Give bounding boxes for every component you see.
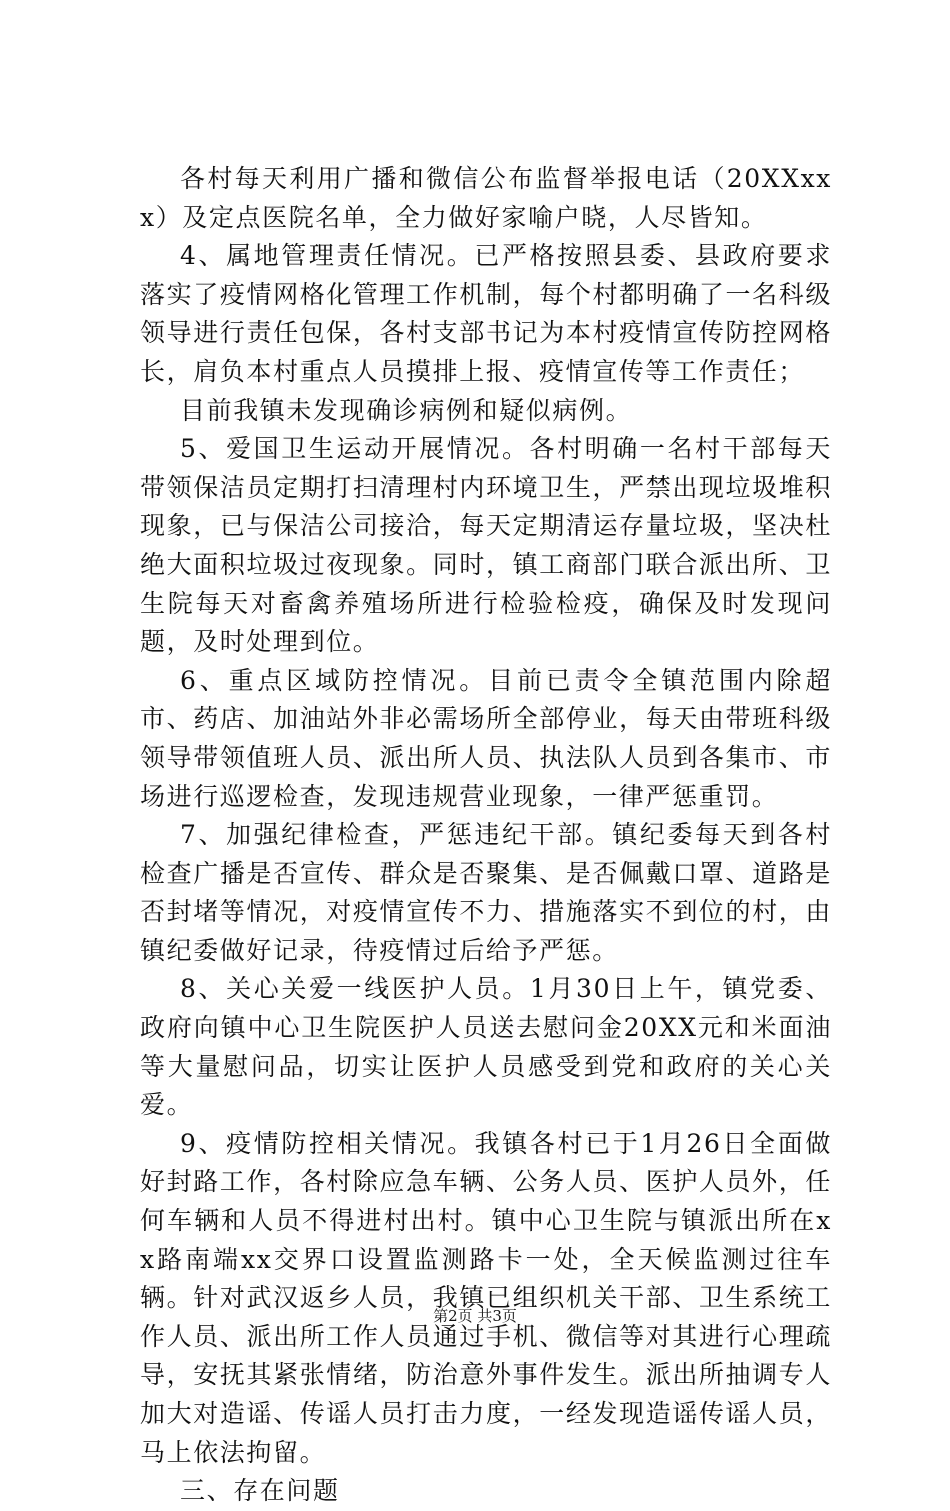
paragraph-epidemic-control: 9、疫情防控相关情况。我镇各村已于1月26日全面做好封路工作，各村除应急车辆、公务人员、医护人员外，任何车辆和人员不得进村出村。镇中心卫生院与镇派出所在xx路南端xx交界口设置监测路卡一处，全天候监测过往车辆。针对武汉返乡人员，我镇已组织机关干部、卫生系统工作人员、派出所工作人员通过手机、微信等对其进行心理疏导，安抚其紧张情绪，防治意外事件发生。派出所抽调专人加大对造谣、传谣人员打击力度，一经发现造谣传谣人员，马上依法拘留。 — [140, 1128, 832, 1467]
paragraph-discipline-inspection: 7、加强纪律检查，严惩违纪干部。镇纪委每天到各村检查广播是否宣传、群众是否聚集、是否佩戴口罩、道路是否封堵等情况，对疫情宣传不力、措施落实不到位的村，由镇纪委做好记录，待疫情过后给予严惩。 — [140, 820, 832, 965]
paragraph-reporting-hotline: 各村每天利用广播和微信公布监督举报电话（20XXxxx）及定点医院名单，全力做好家喻户晓，人尽皆知。 — [140, 164, 832, 232]
paragraph-key-area-control: 6、重点区域防控情况。目前已责令全镇范围内除超市、药店、加油站外非必需场所全部停业，每天由带班科级领导带领值班人员、派出所人员、执法队人员到各集市、市场进行巡逻检查，发现违规营业现象，一律严惩重罚。 — [140, 665, 832, 811]
paragraph-no-cases: 目前我镇未发现确诊病例和疑似病例。 — [180, 395, 633, 425]
paragraph-medical-staff-care: 8、关心关爱一线医护人员。1月30日上午，镇党委、政府向镇中心卫生院医护人员送去慰问金20XX元和米面油等大量慰问品，切实让医护人员感受到党和政府的关心关爱。 — [140, 974, 832, 1120]
paragraph-territorial-management: 4、属地管理责任情况。已严格按照县委、县政府要求落实了疫情网格化管理工作机制，每个村都明确了一名科级领导进行责任包保，各村支部书记为本村疫情宣传防控网格长，肩负本村重点人员摸排上报、疫情宣传等工作责任； — [140, 241, 832, 386]
section-heading-existing-problems: 三、存在问题 — [180, 1476, 340, 1506]
paragraph-sanitation-campaign: 5、爱国卫生运动开展情况。各村明确一名村干部每天带领保洁员定期打扫清理村内环境卫生，严禁出现垃圾堆积现象，已与保洁公司接洽，每天定期清运存量垃圾，坚决杜绝大面积垃圾过夜现象。同时，镇工商部门联合派出所、卫生院每天对畜禽养殖场所进行检验检疫，确保及时发现问题，及时处理到位。 — [140, 434, 832, 657]
page-number-footer: 第2页 共3页 — [433, 1307, 517, 1325]
